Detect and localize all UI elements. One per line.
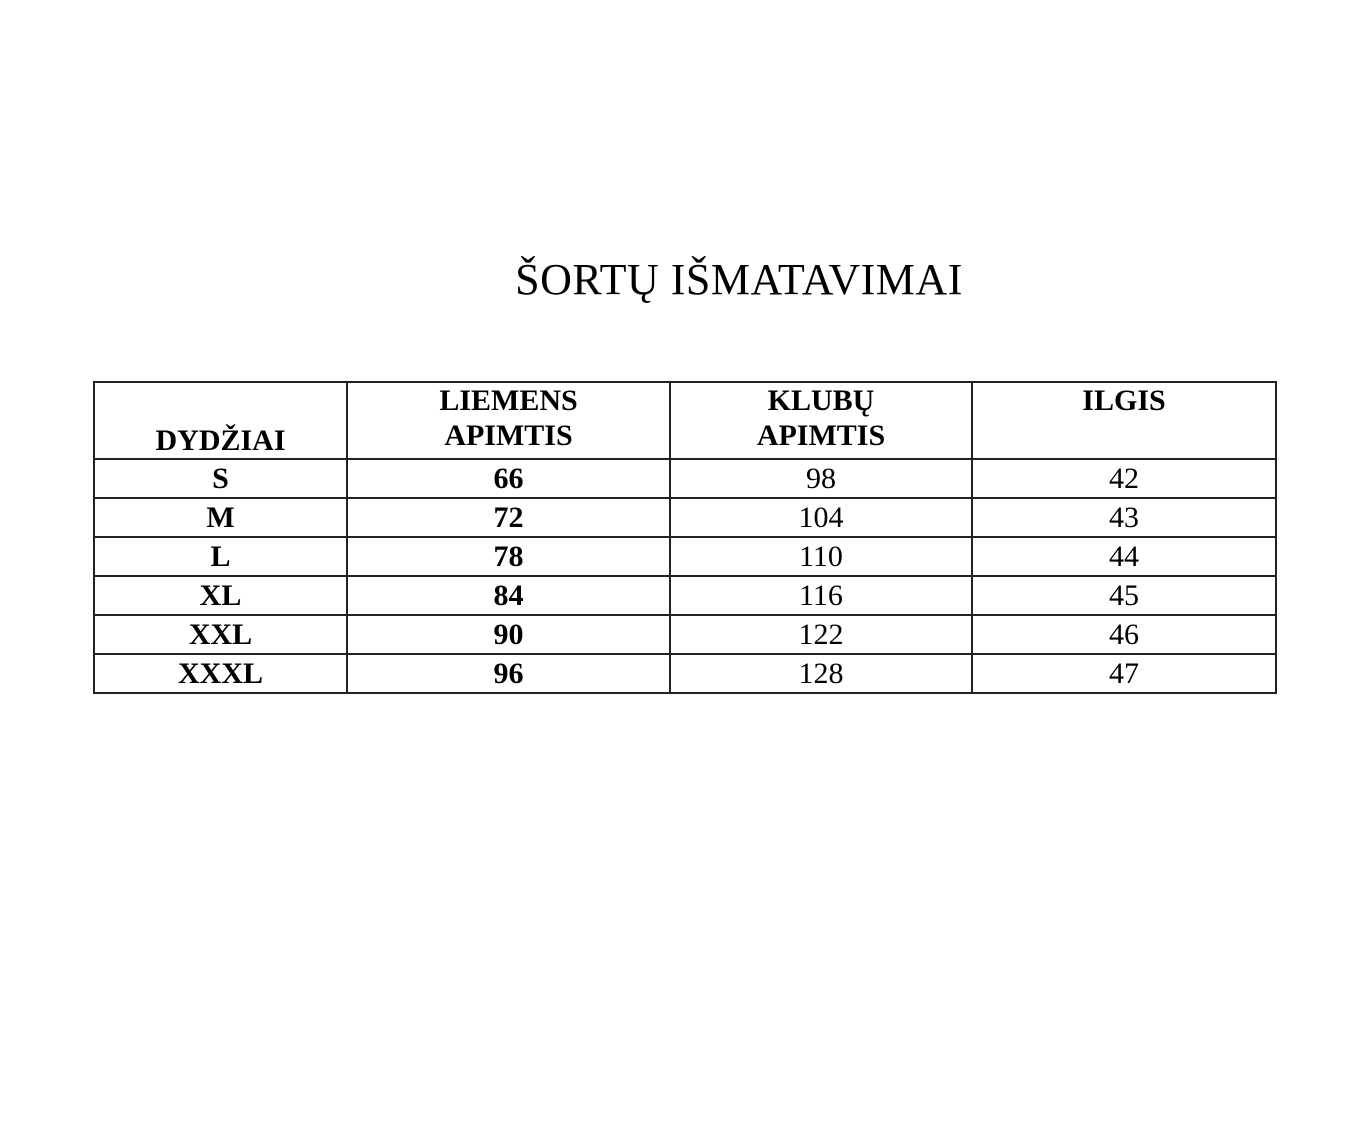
- waist-cell: 84: [347, 576, 670, 615]
- size-cell: S: [94, 459, 347, 498]
- hips-cell: 122: [670, 615, 972, 654]
- page-title: ŠORTŲ IŠMATAVIMAI: [515, 255, 963, 304]
- size-cell: XXL: [94, 615, 347, 654]
- size-cell: XXXL: [94, 654, 347, 693]
- table-row: [94, 615, 1276, 654]
- size-table: [93, 381, 1277, 694]
- waist-cell: 72: [347, 498, 670, 537]
- table-row: [94, 654, 1276, 693]
- table-row: [94, 576, 1276, 615]
- hips-cell: 104: [670, 498, 972, 537]
- header-hips: KLUBŲ APIMTIS: [670, 382, 972, 459]
- length-cell: 42: [972, 459, 1276, 498]
- header-length: ILGIS: [972, 382, 1276, 459]
- length-cell: 47: [972, 654, 1276, 693]
- waist-cell: 66: [347, 459, 670, 498]
- size-cell: XL: [94, 576, 347, 615]
- hips-cell: 128: [670, 654, 972, 693]
- header-row: [94, 382, 1276, 459]
- length-cell: 43: [972, 498, 1276, 537]
- table-row: [94, 498, 1276, 537]
- length-cell: 44: [972, 537, 1276, 576]
- waist-cell: 96: [347, 654, 670, 693]
- size-cell: L: [94, 537, 347, 576]
- size-cell: M: [94, 498, 347, 537]
- table-row: [94, 537, 1276, 576]
- header-sizes: DYDŽIAI: [94, 382, 347, 459]
- hips-cell: 98: [670, 459, 972, 498]
- hips-cell: 116: [670, 576, 972, 615]
- table-row: [94, 459, 1276, 498]
- length-cell: 46: [972, 615, 1276, 654]
- header-waist: LIEMENS APIMTIS: [347, 382, 670, 459]
- waist-cell: 90: [347, 615, 670, 654]
- waist-cell: 78: [347, 537, 670, 576]
- hips-cell: 110: [670, 537, 972, 576]
- length-cell: 45: [972, 576, 1276, 615]
